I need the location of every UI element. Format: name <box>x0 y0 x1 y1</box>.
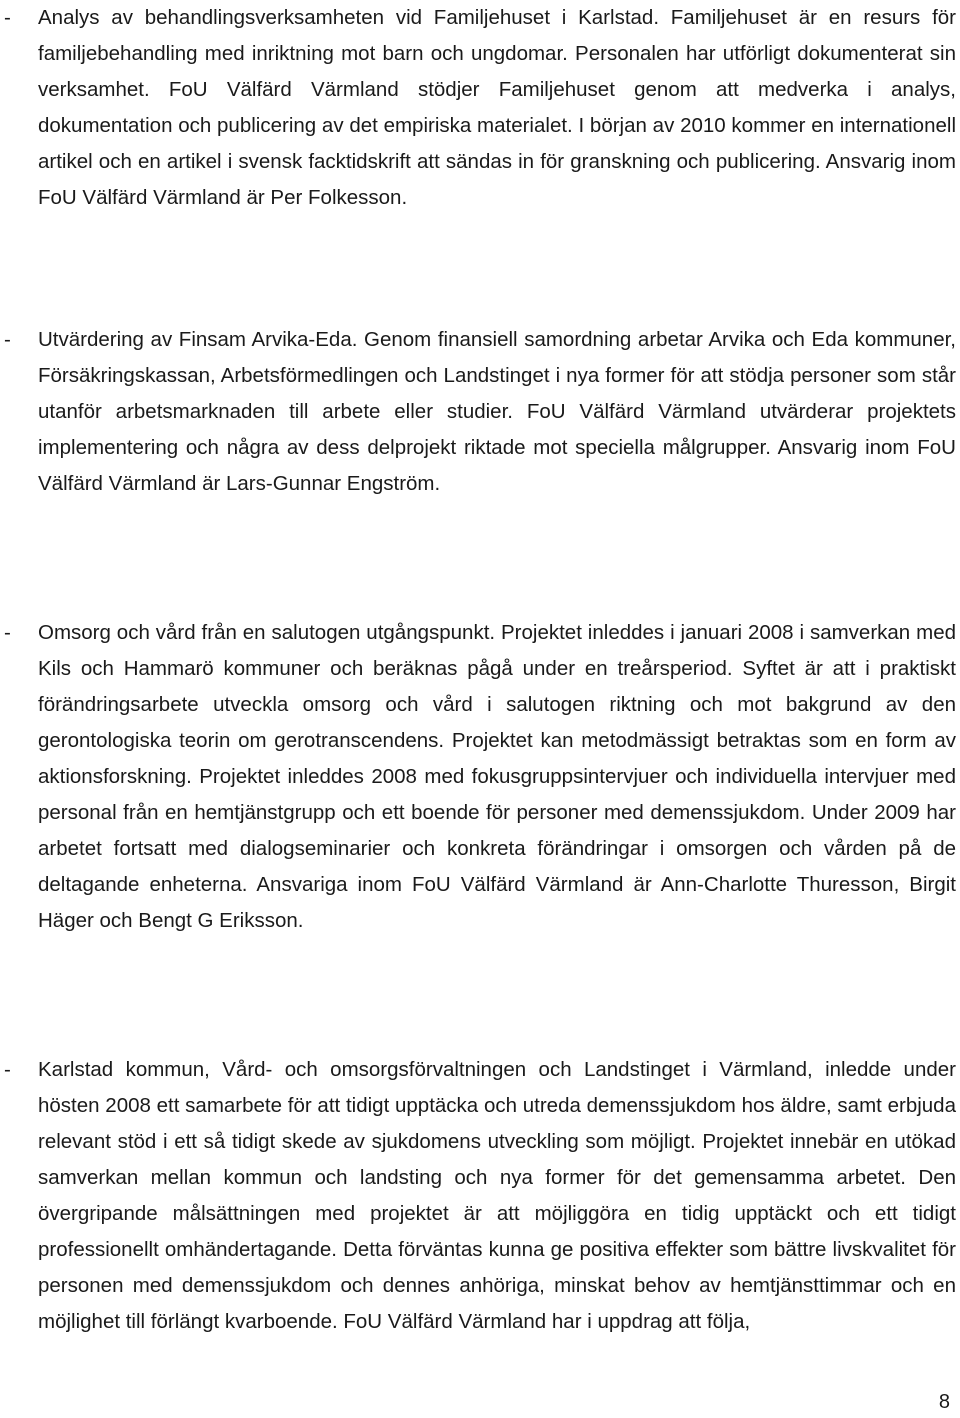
paragraph-salutogen: Omsorg och vård från en salutogen utgångspunkt. Projektet inleddes i januari 2008 i samverkan med Kils och Hammarö kommuner och beräknas pågå under en treårsperiod. Syftet är att i praktiskt förändringsarbete utveckla omsorg och vård i salutogen riktning och mot bakgrund av den gerontologiska teorin om gerotranscendens. Projektet kan metodmässigt betraktas som en form av aktionsforskning. Projektet inleddes 2008 med fokusgruppsintervjuer och individuella intervjuer med personal från en hemtjänstgrupp och ett boende för personer med demenssjukdom. Under 2009 har arbetet fortsatt med dialogseminarier och konkreta förändringar i omsorgen och vården på de deltagande enheterna. Ansvariga inom FoU Välfärd Värmland är Ann-Charlotte Thuresson, Birgit Häger och Bengt G Eriksson. <box>38 621 956 932</box>
paragraph-familjehuset: Analys av behandlingsverksamheten vid Familjehuset i Karlstad. Familjehuset är en resurs för familjebehandling med inriktning mot barn och ungdomar. Personalen har utförligt dokumenterat sin verksamhet. FoU Välfärd Värmland stödjer Familjehuset genom att medverka i analys, dokumentation och publicering av det empiriska materialet. I början av 2010 kommer en internationell artikel och en artikel i svensk facktidskrift att sändas in för granskning och publicering. Ansvarig inom FoU Välfärd Värmland är Per Folkesson. <box>38 6 956 209</box>
list-dash: - <box>4 1058 11 1081</box>
list-dash: - <box>4 328 11 351</box>
list-dash: - <box>4 621 11 644</box>
page-number: 8 <box>938 1391 950 1413</box>
list-dash: - <box>4 6 11 29</box>
paragraph-demens: Karlstad kommun, Vård- och omsorgsförvaltningen och Landstinget i Värmland, inledde under hösten 2008 ett samarbete för att tidigt upptäcka och utreda demenssjukdom hos äldre, samt erbjuda relevant stöd i ett så tidigt skede av sjukdomens utveckling som möjligt. Projektet innebär en utökad samverkan mellan kommun och landsting och nya former för det gemensamma arbetet. Den övergripande målsättningen med projektet är att möjliggöra en tidig upptäckt och ett tidigt professionellt omhändertagande. Detta förväntas kunna ge positiva effekter som bättre livskvalitet för personen med demenssjukdom och dennes anhöriga, minskat behov av hemtjänsttimmar och en möjlighet till förlängt kvarboende. FoU Välfärd Värmland har i uppdrag att följa, <box>38 1058 956 1333</box>
paragraph-finsam: Utvärdering av Finsam Arvika-Eda. Genom finansiell samordning arbetar Arvika och Eda kommuner, Försäkringskassan, Arbetsförmedlingen och Landstinget i nya former för att stödja personer som står utanför arbetsmarknaden till arbete eller studier. FoU Välfärd Värmland utvärderar projektets implementering och några av dess delprojekt riktade mot speciella målgrupper. Ansvarig inom FoU Välfärd Värmland är Lars-Gunnar Engström. <box>38 328 956 495</box>
